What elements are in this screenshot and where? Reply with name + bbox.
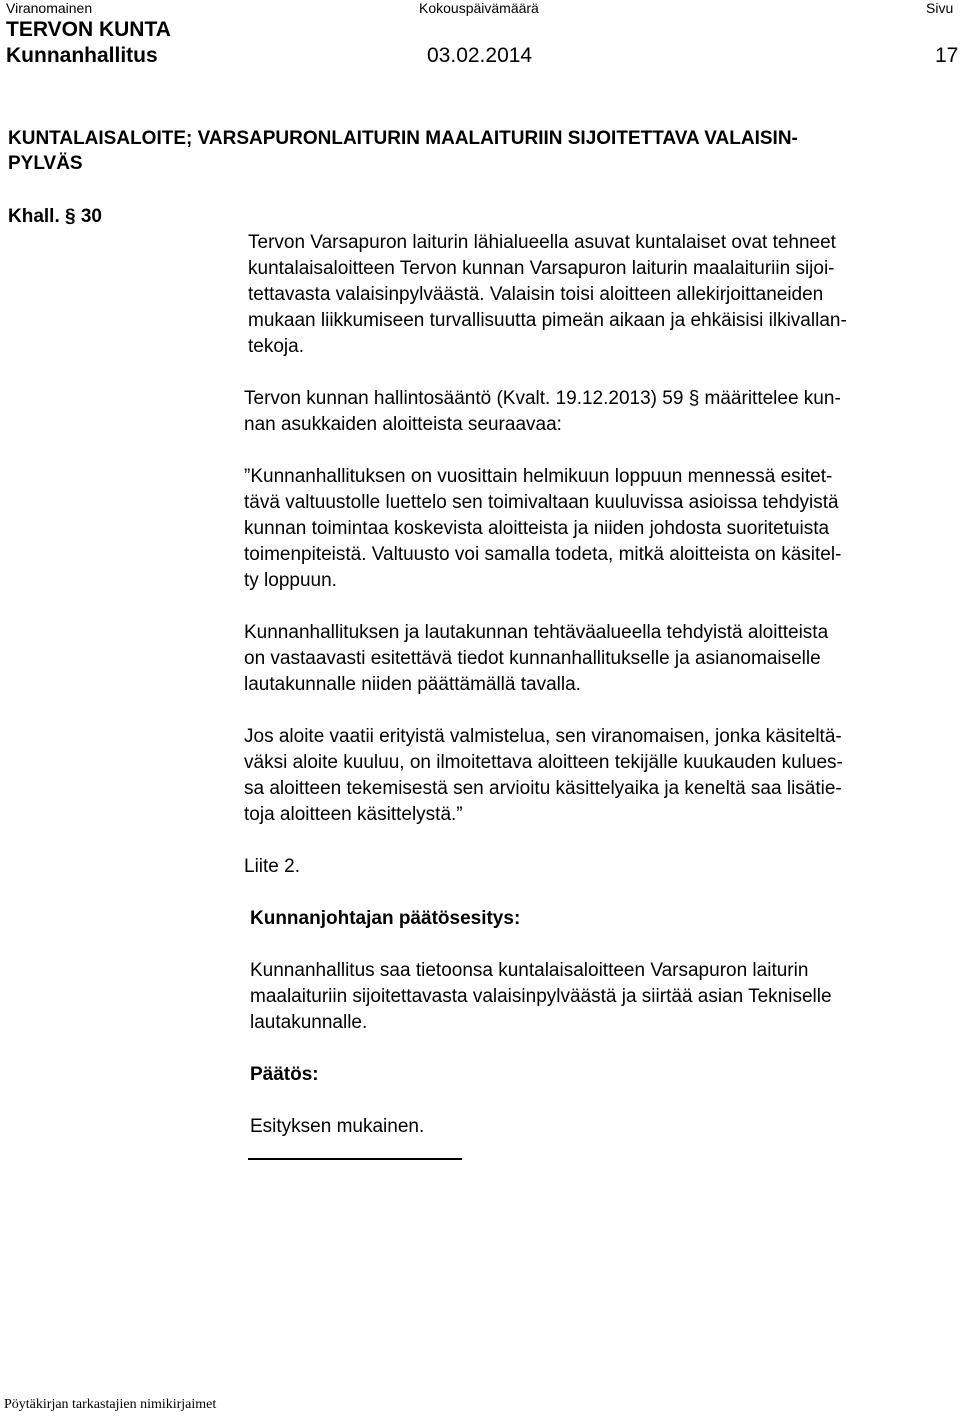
header-board: Kunnanhallitus: [6, 44, 158, 67]
text-line: väksi aloite kuuluu, on ilmoitettava aloitteen tekijälle kuukauden kulues-: [244, 752, 843, 773]
paragraph-quote-1: [244, 464, 841, 594]
text-line: Tervon kunnan hallintosääntö (Kvalt. 19.12.2013) 59 § määrittelee kun-: [244, 388, 841, 409]
paragraph-initiative: [248, 230, 847, 360]
text-line: ty loppuun.: [244, 570, 337, 591]
attachment-reference: Liite 2.: [244, 856, 300, 877]
paragraph-quote-3: [244, 724, 843, 828]
decision-text: Esityksen mukainen.: [250, 1116, 425, 1137]
paragraph-regulation: [244, 386, 841, 438]
text-line: lautakunnalle niiden päättämällä tavalla.: [244, 674, 581, 695]
proposal-heading: Kunnanjohtajan päätösesitys:: [250, 908, 521, 929]
paragraph-quote-2: [244, 620, 828, 698]
text-line: tävä valtuustolle luettelo sen toimivaltaan kuuluvissa asioissa tehdyistä: [244, 492, 839, 513]
text-line: mukaan liikkumiseen turvallisuutta pimeän aikaan ja ehkäisisi ilkivallan-: [248, 310, 847, 331]
text-line: kuntalaisaloitteen Tervon kunnan Varsapuron laiturin maalaituriin sijoi-: [248, 258, 835, 279]
text-line: nan asukkaiden aloitteista seuraavaa:: [244, 414, 562, 435]
separator-line: [248, 1158, 462, 1160]
header-municipality: TERVON KUNTA: [6, 18, 171, 41]
text-line: tekoja.: [248, 336, 304, 357]
title-line: PYLVÄS: [8, 153, 83, 174]
text-line: tettavasta valaisinpylväästä. Valaisin toisi aloitteen allekirjoittaneiden: [248, 284, 824, 305]
proposal-text: [250, 958, 832, 1036]
text-line: Kunnanhallituksen ja lautakunnan tehtäväalueella tehdyistä aloitteista: [244, 622, 829, 643]
text-line: ”Kunnanhallituksen on vuosittain helmikuun loppuun mennessä esitet-: [244, 466, 833, 487]
text-line: sa aloitteen tekemisestä sen arvioitu käsittelyaika ja keneltä saa lisätie-: [244, 778, 842, 799]
document-title: [8, 126, 938, 176]
header-meeting-date-label: Kokouspäivämäärä: [419, 0, 539, 16]
footer-initials-label: Pöytäkirjan tarkastajien nimikirjaimet: [4, 1397, 217, 1412]
text-line: kunnan toimintaa koskevista aloitteista ja niiden johdosta suoritetuista: [244, 518, 830, 539]
header-page-label: Sivu: [926, 0, 954, 16]
text-line: toja aloitteen käsittelystä.”: [244, 804, 463, 825]
text-line: lautakunnalle.: [250, 1012, 368, 1033]
text-line: maalaituriin sijoitettavasta valaisinpylväästä ja siirtää asian Tekniselle: [250, 986, 832, 1007]
text-line: Kunnanhallitus saa tietoonsa kuntalaisaloitteen Varsapuron laiturin: [250, 960, 809, 981]
text-line: Jos aloite vaatii erityistä valmistelua, sen viranomaisen, jonka käsiteltä-: [244, 726, 842, 747]
decision-heading: Päätös:: [250, 1064, 319, 1085]
title-line: KUNTALAISALOITE; VARSAPURONLAITURIN MAALAITURIIN SIJOITETTAVA VALAISIN-: [8, 128, 798, 149]
text-line: on vastaavasti esitettävä tiedot kunnanhallitukselle ja asianomaiselle: [244, 648, 821, 669]
header-date: 03.02.2014: [427, 44, 533, 67]
header-page-number: 17: [935, 44, 959, 67]
header-authority-label: Viranomainen: [6, 0, 93, 16]
section-reference: Khall. § 30: [8, 206, 102, 227]
text-line: toimenpiteistä. Valtuusto voi samalla todeta, mitkä aloitteista on käsitel-: [244, 544, 842, 565]
text-line: Tervon Varsapuron laiturin lähialueella asuvat kuntalaiset ovat tehneet: [248, 232, 836, 253]
